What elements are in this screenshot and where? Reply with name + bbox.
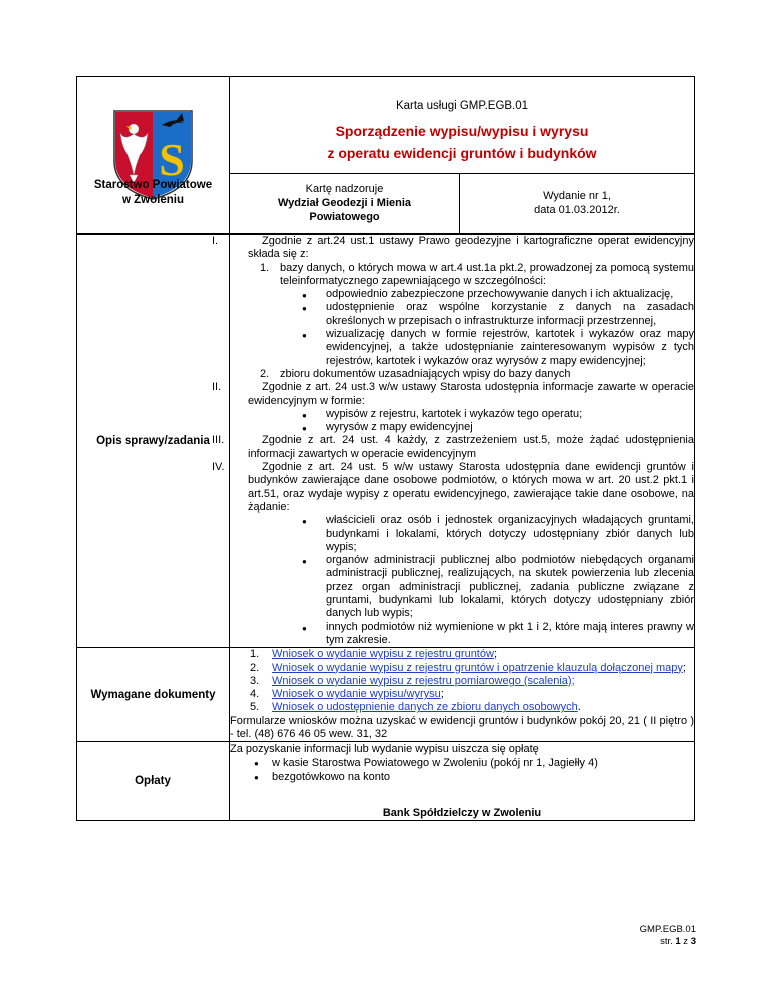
page-footer xyxy=(640,924,696,948)
bullet-item: ● udostępnienie oraz wspólne korzystanie z danych na zasadach określonych w przepisach o infrastrukturze informacji przestrzennej, xyxy=(230,301,694,328)
documents-cell xyxy=(230,648,695,742)
description-label-cell xyxy=(77,235,230,648)
roman-4: IV. xyxy=(212,461,225,474)
description-cell xyxy=(212,235,695,648)
roman-1: I. xyxy=(212,235,219,247)
office-name xyxy=(77,178,229,208)
edition-cell xyxy=(460,173,695,233)
office-cell xyxy=(77,234,230,235)
edition-date: data 01.03.2012r. xyxy=(534,204,620,217)
bullet-item: ● wizualizację danych w formie rejestrów, kartotek i wykazów oraz mapy ewidencyjnej, a także udostępnianie zainteresowanym wypisów z tych rejestrów, kartotek i wykazów oraz wyrysów z mapy ewidencyjnej; xyxy=(230,328,694,368)
fees-intro: Za pozyskanie informacji lub wydanie wypisu uiszcza się opłatę xyxy=(230,743,539,756)
description-label: Opis sprawy/zadania xyxy=(96,435,210,448)
document-link-item: 3. Wniosek o wydanie wypisu z rejestru pomiarowego (scalenia); xyxy=(250,674,575,687)
fees-label: Opłaty xyxy=(135,775,171,788)
document-link-item: 1. Wniosek o wydanie wypisu z rejestru gruntów; xyxy=(250,648,497,661)
num-1: 1. xyxy=(260,261,270,274)
document-title-line-2: z operatu ewidencji gruntów i budynków xyxy=(327,144,597,161)
desc-sub-2: zbioru dokumentów uzasadniających wpisy do bazy danych xyxy=(280,367,571,380)
documents-label-cell xyxy=(77,648,230,742)
edition-number: Wydanie nr 1, xyxy=(543,190,611,203)
bullet-item: ● wyrysów z mapy ewidencyjnej xyxy=(230,421,694,434)
num-2: 2. xyxy=(260,367,270,380)
document-title-line-1: Sporządzenie wypisu/wypisu i wyrysu xyxy=(335,122,589,139)
bullet-item: ● innych podmiotów niż wymienione w pkt 1 i 2, które mają interes prawny w tym zakresie. xyxy=(230,621,694,648)
fees-label-cell xyxy=(77,742,230,821)
supervise-department-line-2: Powiatowego xyxy=(309,211,380,224)
title-cell xyxy=(230,77,695,174)
supervise-label: Kartę nadzoruje xyxy=(305,183,384,196)
document-id: Karta usługi GMP.EGB.01 xyxy=(395,99,529,112)
page-number: str. 1 z 3 xyxy=(660,936,696,947)
office-line-1: Starostwo Powiatowe xyxy=(93,179,213,191)
bullet-item: ● organów administracji publicznej albo podmiotów niebędących organami administracji publicznej, realizujących, na skutek powierzenia lub zlecenia przez organ administracji publicznej, zadania publiczne związane z gruntami, budynkami lub lokalami, których dotyczy udostępniany zbiór danych lub wypis; xyxy=(230,554,694,620)
supervisor-cell xyxy=(230,173,460,233)
bullet-item: ● bezgotówkowo na konto xyxy=(230,770,694,784)
desc-sub-1: bazy danych, o których mowa w art.4 ust.1a pkt.2, prowadzonej za pomocą systemu teleinformatycznego zapewniającego w szczególności: xyxy=(280,261,694,287)
document-link[interactable]: Wniosek o wydanie wypisu z rejestru gruntów xyxy=(272,648,494,661)
office-line-2: w Zwoleniu xyxy=(122,194,184,206)
document-link-item: 5. Wniosek o udostępnienie danych ze zbioru danych osobowych. xyxy=(250,701,581,714)
desc-point-2: Zgodnie z art. 24 ust.3 w/w ustawy Starosta udostępnia informacje zawarte w operacie ewidencyjnym w formie: xyxy=(248,381,694,407)
fees-cell xyxy=(230,742,695,821)
document-link[interactable]: Wniosek o wydanie wypisu/wyrysu xyxy=(272,688,441,701)
bullet-item: ● odpowiednio zabezpieczone przechowywanie danych i ich aktualizację, xyxy=(230,288,694,301)
document-link[interactable]: Wniosek o udostępnienie danych ze zbioru danych osobowych xyxy=(272,701,578,714)
supervise-department-line-1: Wydział Geodezji i Mienia xyxy=(277,197,412,210)
document-link-item: 2. Wniosek o wydanie wypisu z rejestru gruntów i opatrzenie klauzulą dołączonej mapy; xyxy=(250,661,686,674)
footer-code: GMP.EGB.01 xyxy=(639,924,696,935)
desc-point-4: Zgodnie z art. 24 ust. 5 w/w ustawy Starosta udostępnia dane ewidencji gruntów i budynków zawierające dane osobowe podmiotów, o których mowa w art. 20 ust.2 pkt.1 i art.51, oraz wydaje wypisy z operatu ewidencyjnego, zawierające takie dane osobowe, na żądanie: xyxy=(248,461,694,513)
documents-label: Wymagane dokumenty xyxy=(90,688,216,701)
forms-note: Formularze wniosków można uzyskać w ewidencji gruntów i budynków pokój 20, 21 ( II piętro ) - tel. (48) 676 46 05 wew. 31, 32 xyxy=(230,714,694,740)
bullet-item: ● właścicieli oraz osób i jednostek organizacyjnych władających gruntami, budynkami i lokalami, których dotyczy udostępniany zbiór danych lub wypis; xyxy=(230,514,694,554)
bank-name: Bank Spółdzielczy w Zwoleniu xyxy=(382,807,542,820)
document-link[interactable]: Wniosek o wydanie wypisu z rejestru gruntów i opatrzenie klauzulą dołączonej mapy xyxy=(272,661,683,674)
bullet-item: ● wypisów z rejestru, kartotek i wykazów tego operatu; xyxy=(230,408,694,421)
bullet-item: ● w kasie Starostwa Powiatowego w Zwoleniu (pokój nr 1, Jagiełły 4) xyxy=(230,756,694,770)
desc-point-3: Zgodnie z art. 24 ust. 4 każdy, z zastrzeżeniem ust.5, może żądać udostępnienia informacji zawartych w operacie ewidencyjnym xyxy=(248,434,694,460)
document-link-item: 4. Wniosek o wydanie wypisu/wyrysu; xyxy=(250,688,444,701)
svg-text:S: S xyxy=(159,134,185,185)
crest-cell xyxy=(77,77,230,234)
roman-3: III. xyxy=(212,434,225,447)
roman-2: II. xyxy=(212,381,222,394)
document-link[interactable]: Wniosek o wydanie wypisu z rejestru pomiarowego (scalenia); xyxy=(272,674,575,687)
desc-point-1: Zgodnie z art.24 ust.1 ustawy Prawo geodezyjne i kartograficzne operat ewidencyjny składa się z: xyxy=(248,235,694,261)
